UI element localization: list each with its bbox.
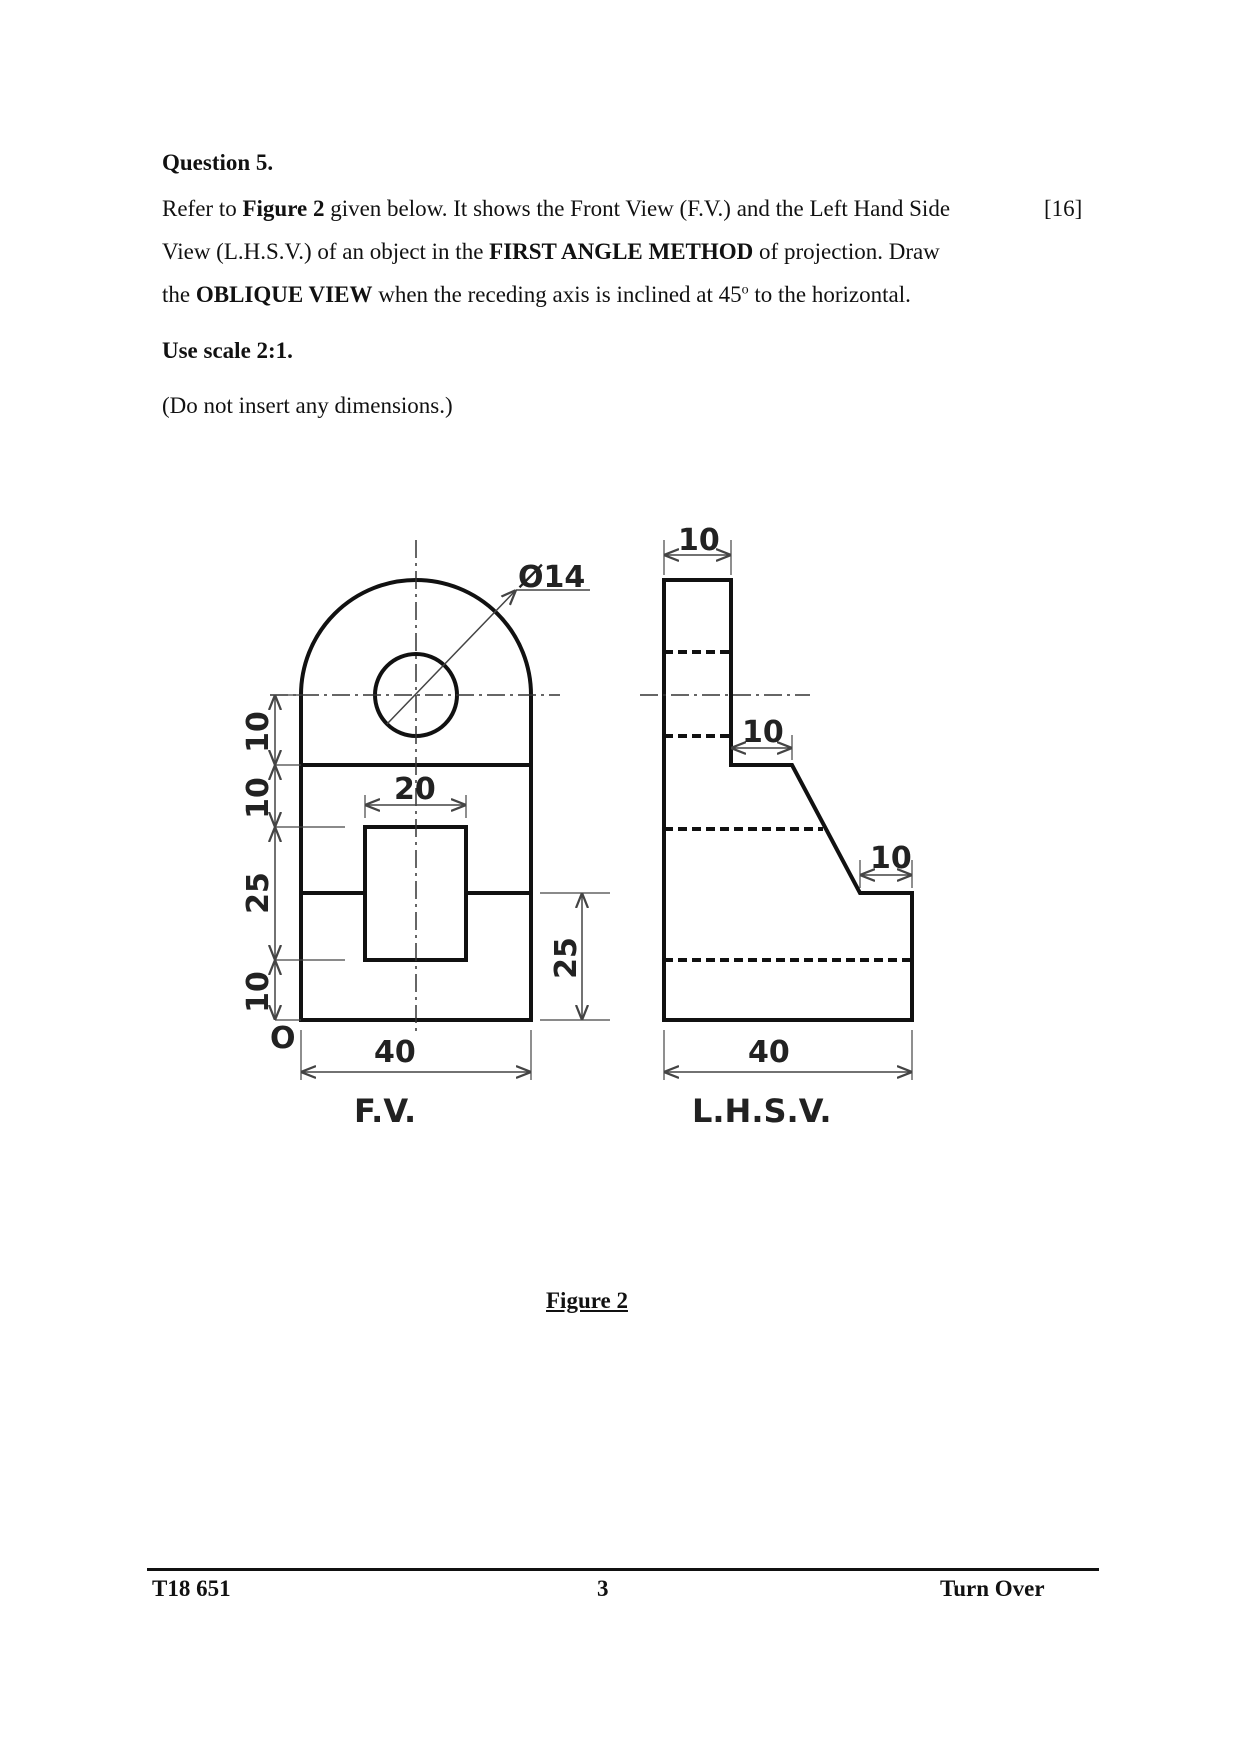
dim-sv-step: 10 bbox=[742, 715, 784, 750]
side-view-outline bbox=[664, 580, 912, 1020]
dim-diameter: Ø14 bbox=[518, 560, 586, 595]
question-line-1: Refer to Figure 2 given below. It shows the Front View (F.V.) and the Left Hand Side bbox=[162, 196, 951, 221]
footer-divider bbox=[147, 1568, 1099, 1571]
question-line-3: the OBLIQUE VIEW when the receding axis is inclined at 45$^o$ to the horizontal. bbox=[162, 282, 911, 307]
dimension-note: (Do not insert any dimensions.) bbox=[162, 393, 453, 418]
dim-fv-width: 40 bbox=[374, 1035, 416, 1070]
turn-over-label: Turn Over bbox=[940, 1576, 1045, 1601]
question-heading: Question 5. bbox=[162, 150, 274, 175]
dim-left-2: 10 bbox=[241, 777, 276, 819]
dim-left-3: 25 bbox=[241, 872, 276, 914]
paper-code: T18 651 bbox=[152, 1576, 231, 1601]
dim-hole-width: 20 bbox=[394, 772, 436, 807]
dim-sv-top: 10 bbox=[678, 523, 720, 558]
origin-label: O bbox=[270, 1021, 296, 1056]
dim-left-1: 10 bbox=[241, 711, 276, 753]
figure-caption: Figure 2 bbox=[546, 1288, 628, 1313]
dim-sv-width: 40 bbox=[748, 1035, 790, 1070]
dim-right-25: 25 bbox=[549, 937, 584, 979]
dim-left-4: 10 bbox=[241, 971, 276, 1013]
question-line-2: View (L.H.S.V.) of an object in the FIRST ANGLE METHOD of projection. Draw bbox=[162, 239, 940, 264]
marks-label: [16] bbox=[1044, 196, 1083, 221]
dim-sv-bottom-step: 10 bbox=[870, 841, 912, 876]
scale-instruction: Use scale 2:1. bbox=[162, 338, 293, 363]
fv-label: F.V. bbox=[354, 1092, 417, 1130]
page-number: 3 bbox=[597, 1576, 609, 1601]
lhsv-label: L.H.S.V. bbox=[692, 1092, 832, 1130]
front-view bbox=[270, 540, 610, 1080]
side-view bbox=[640, 540, 912, 1080]
